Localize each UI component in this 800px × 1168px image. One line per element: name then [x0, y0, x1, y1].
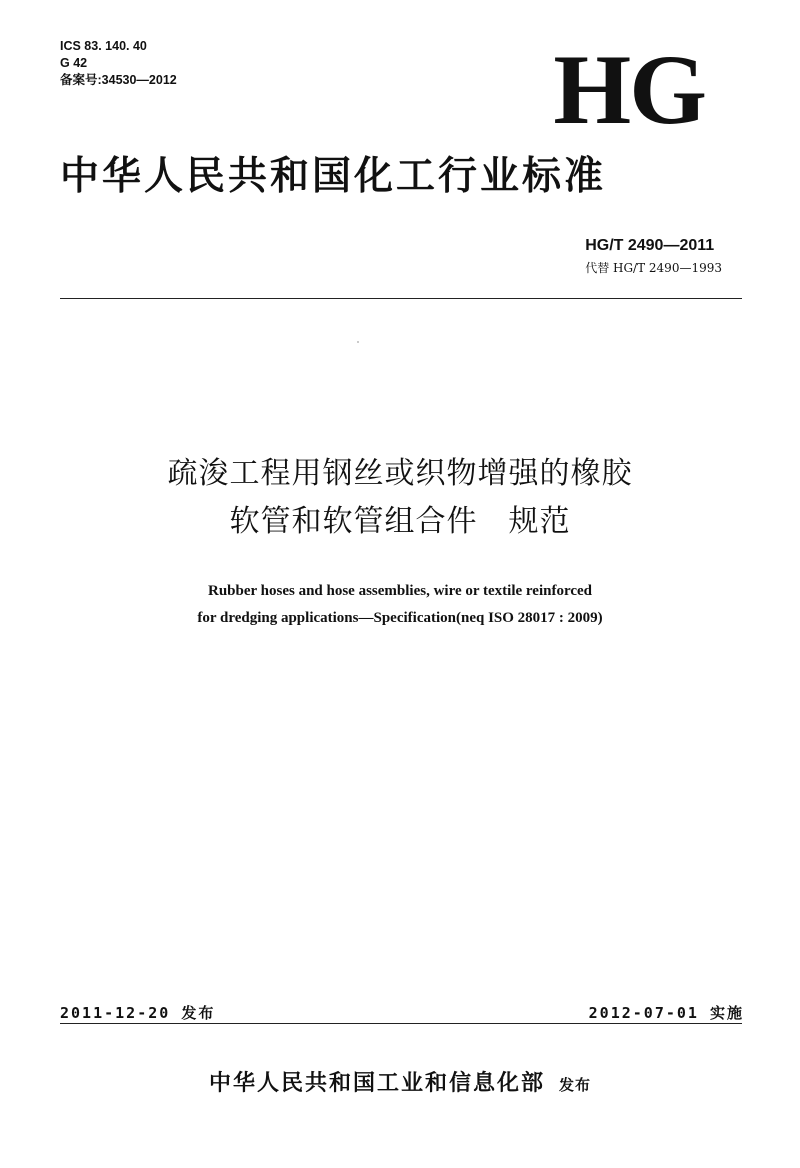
- issuer-verb: 发布: [559, 1076, 592, 1094]
- bottom-divider: [60, 1023, 742, 1024]
- standard-code-block: [585, 236, 722, 276]
- document-title-en: [0, 578, 800, 632]
- classification-block: [60, 38, 177, 89]
- issuing-authority: [0, 1068, 800, 1100]
- hg-logo: HG: [553, 34, 705, 145]
- title-cn-line-1: 疏浚工程用钢丝或织物增强的橡胶: [167, 456, 633, 491]
- standard-category-title: 中华人民共和国化工行业标准: [60, 154, 607, 199]
- title-cn-line-2: 软管和软管组合件 规范: [229, 504, 571, 539]
- scan-speck: [357, 341, 359, 343]
- issue-date: 2011-12-20 发布: [60, 1004, 216, 1022]
- standard-code: HG/T 2490—2011: [585, 237, 715, 254]
- filing-number: 备案号:34530—2012: [60, 73, 177, 87]
- title-en-line-2: for dredging applications—Specification(neq ISO 28017 : 2009): [197, 610, 603, 626]
- top-divider: [60, 298, 742, 299]
- issuer-name: 中华人民共和国工业和信息化部: [208, 1070, 545, 1096]
- ics-code: ICS 83. 140. 40: [60, 39, 147, 53]
- replaces-standard: 代替 HG/T 2490—1993: [585, 261, 722, 275]
- document-title-cn: [0, 450, 800, 546]
- effective-date: 2012-07-01 实施: [588, 1004, 744, 1022]
- title-en-line-1: Rubber hoses and hose assemblies, wire or textile reinforced: [207, 583, 593, 599]
- ccs-code: G 42: [60, 56, 88, 70]
